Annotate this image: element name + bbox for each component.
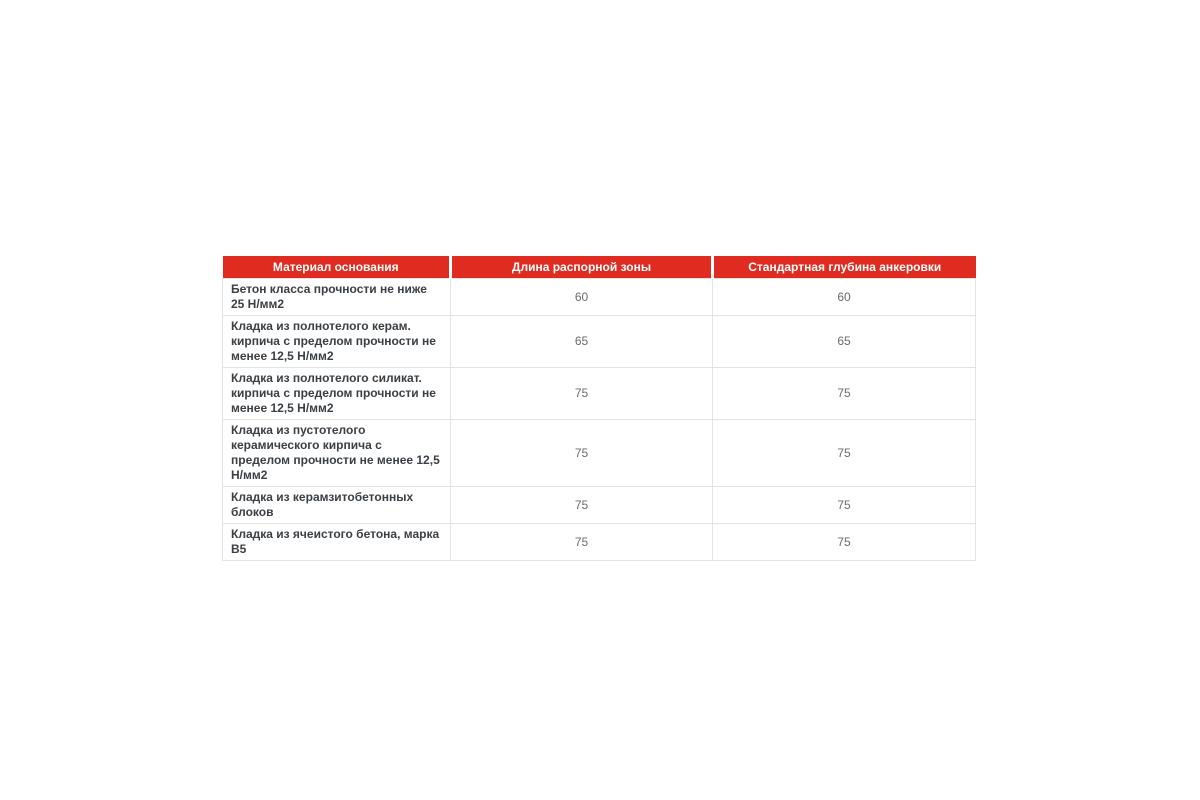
expansion-zone-cell: 75 [451, 368, 713, 420]
anchor-spec-table [222, 256, 976, 561]
material-cell: Кладка из полнотелого керам. кирпича с пределом прочности не менее 12,5 Н/мм2 [223, 316, 451, 368]
material-cell: Кладка из ячеистого бетона, марка В5 [223, 524, 451, 561]
column-header-material: Материал основания [223, 256, 451, 279]
anchoring-depth-cell: 75 [713, 487, 976, 524]
material-cell: Бетон класса прочности не ниже 25 Н/мм2 [223, 279, 451, 316]
anchoring-depth-cell: 65 [713, 316, 976, 368]
expansion-zone-cell: 75 [451, 487, 713, 524]
material-cell: Кладка из керамзитобетонных блоков [223, 487, 451, 524]
table-row [223, 420, 976, 487]
expansion-zone-cell: 75 [451, 420, 713, 487]
table-row [223, 487, 976, 524]
expansion-zone-cell: 75 [451, 524, 713, 561]
expansion-zone-cell: 65 [451, 316, 713, 368]
table-header [223, 256, 976, 279]
table-row [223, 316, 976, 368]
table-row [223, 279, 976, 316]
anchoring-depth-cell: 75 [713, 524, 976, 561]
expansion-zone-cell: 60 [451, 279, 713, 316]
column-header-anchoring-depth: Стандартная глубина анкеровки [713, 256, 976, 279]
material-cell: Кладка из полнотелого силикат. кирпича с пределом прочности не менее 12,5 Н/мм2 [223, 368, 451, 420]
table-row [223, 524, 976, 561]
material-cell: Кладка из пустотелого керамического кирпича с пределом прочности не менее 12,5 Н/мм2 [223, 420, 451, 487]
column-header-expansion-zone: Длина распорной зоны [451, 256, 713, 279]
table-row [223, 368, 976, 420]
anchoring-depth-cell: 60 [713, 279, 976, 316]
header-row [223, 256, 976, 279]
table-body [223, 279, 976, 561]
anchoring-depth-cell: 75 [713, 368, 976, 420]
anchoring-depth-cell: 75 [713, 420, 976, 487]
